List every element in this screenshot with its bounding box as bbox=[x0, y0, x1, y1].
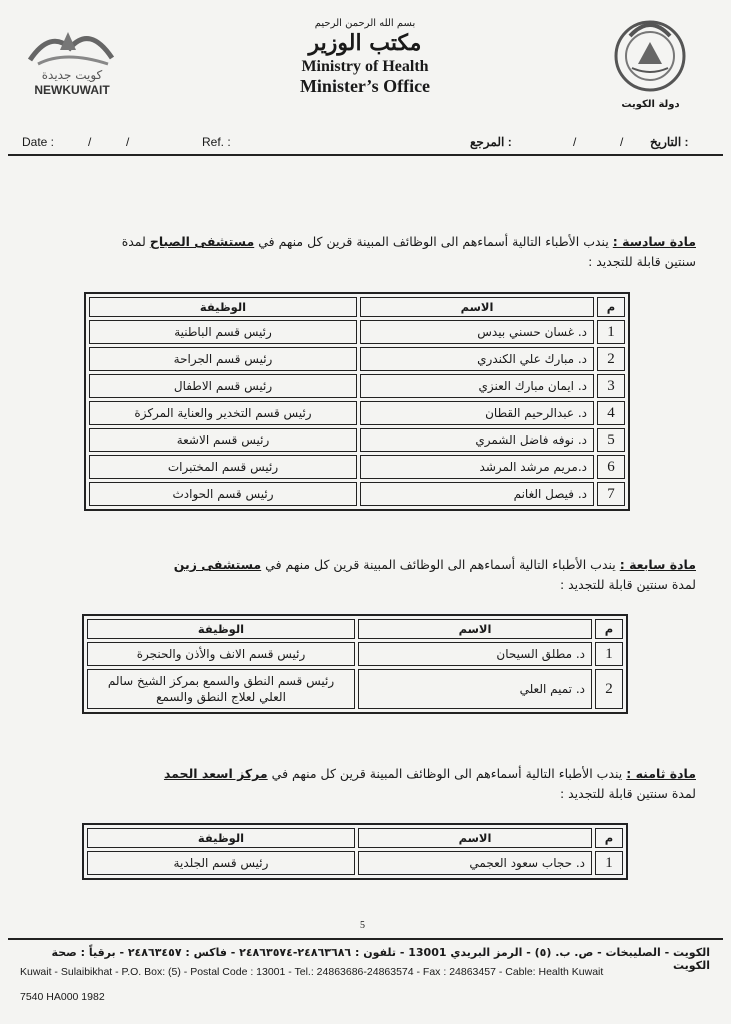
form-code: 7540 HA000 1982 bbox=[20, 991, 105, 1003]
row-job: رئيس قسم الجلدية bbox=[87, 851, 355, 875]
article-6-text bbox=[100, 232, 696, 272]
letterhead-center bbox=[220, 18, 510, 97]
article-title: مادة سابعة : bbox=[619, 557, 696, 572]
row-job: رئيس قسم الجراحة bbox=[89, 347, 357, 371]
col-header-job: الوظيفة bbox=[87, 619, 355, 639]
article-body: يندب الأطباء التالية أسماءهم الى الوظائف المبينة قرين كل منهم في bbox=[265, 557, 616, 572]
table-row bbox=[89, 428, 625, 452]
table-row bbox=[89, 374, 625, 398]
col-header-num: م bbox=[595, 828, 623, 848]
article-title: مادة ثامنه : bbox=[626, 766, 696, 781]
ref-label-arabic: المرجع : bbox=[470, 135, 512, 149]
table-row bbox=[89, 401, 625, 425]
article-body: يندب الأطباء التالية أسماءهم الى الوظائف المبينة قرين كل منهم في bbox=[271, 766, 623, 781]
office-arabic: مكتب الوزير bbox=[308, 30, 422, 56]
article-8-text bbox=[100, 764, 696, 804]
table-header-row bbox=[87, 619, 623, 639]
row-num: 1 bbox=[595, 642, 623, 666]
row-name: د. نوفه فاضل الشمري bbox=[360, 428, 594, 452]
newkuwait-english-text: NEWKUWAIT bbox=[34, 83, 110, 97]
row-num: 4 bbox=[597, 401, 625, 425]
table-row bbox=[89, 482, 625, 506]
ministry-name: Ministry of Health bbox=[301, 58, 429, 75]
article-duration: لمدة سنتين قابلة للتجديد : bbox=[559, 786, 696, 801]
article-duration: لمدة سنتين قابلة للتجديد : bbox=[559, 577, 696, 592]
row-job: رئيس قسم الاشعة bbox=[89, 428, 357, 452]
row-job: رئيس قسم التخدير والعناية المركزة bbox=[89, 401, 357, 425]
row-job: رئيس قسم الباطنية bbox=[89, 320, 357, 344]
row-name: د.مريم مرشد المرشد bbox=[360, 455, 594, 479]
row-job: رئيس قسم المختبرات bbox=[89, 455, 357, 479]
row-num: 6 bbox=[597, 455, 625, 479]
date-slash: / bbox=[573, 135, 577, 149]
row-num: 2 bbox=[597, 347, 625, 371]
col-header-job: الوظيفة bbox=[89, 297, 357, 317]
footer-divider bbox=[8, 938, 723, 940]
row-name: د. مطلق السيحان bbox=[358, 642, 592, 666]
article-place: مستشفى الصباح bbox=[149, 234, 255, 249]
ref-label: Ref. : bbox=[202, 135, 231, 149]
article-7-text bbox=[100, 555, 696, 595]
row-name: د. ايمان مبارك العنزي bbox=[360, 374, 594, 398]
table-row bbox=[89, 455, 625, 479]
row-job: رئيس قسم الحوادث bbox=[89, 482, 357, 506]
date-label: Date : bbox=[22, 135, 55, 149]
table-row bbox=[87, 851, 623, 875]
newkuwait-arabic-text: كويت جديدة bbox=[41, 68, 103, 82]
col-header-job: الوظيفة bbox=[87, 828, 355, 848]
state-of-kuwait-label: دولة الكويت bbox=[621, 99, 680, 110]
col-header-name: الاسم bbox=[358, 828, 592, 848]
col-header-name: الاسم bbox=[358, 619, 592, 639]
row-job: رئيس قسم الانف والأذن والحنجرة bbox=[87, 642, 355, 666]
row-name: د. عبدالرحيم القطان bbox=[360, 401, 594, 425]
row-name: د. مبارك علي الكندري bbox=[360, 347, 594, 371]
table-row bbox=[89, 320, 625, 344]
article-body: يندب الأطباء التالية أسماءهم الى الوظائف المبينة قرين كل منهم في bbox=[258, 234, 609, 249]
row-name: د. فيصل الغانم bbox=[360, 482, 594, 506]
office-name: Minister’s Office bbox=[299, 76, 431, 96]
col-header-num: م bbox=[597, 297, 625, 317]
article-place: مركز اسعد الحمد bbox=[163, 766, 268, 781]
article-duration: لمدة سنتين قابلة للتجديد : bbox=[121, 234, 696, 269]
col-header-num: م bbox=[595, 619, 623, 639]
article-7-table bbox=[82, 614, 628, 714]
row-num: 1 bbox=[597, 320, 625, 344]
date-slash: / bbox=[88, 135, 92, 149]
article-6-table bbox=[84, 292, 630, 511]
row-num: 7 bbox=[597, 482, 625, 506]
article-title: مادة سادسة : bbox=[612, 234, 696, 249]
table-row bbox=[87, 642, 623, 666]
row-job: رئيس قسم النطق والسمع بمركز الشيخ سالم العلي لعلاج النطق والسمع bbox=[87, 669, 355, 709]
row-num: 3 bbox=[597, 374, 625, 398]
row-name: د. تميم العلي bbox=[358, 669, 592, 709]
table-header-row bbox=[87, 828, 623, 848]
table-row bbox=[87, 669, 623, 709]
col-header-name: الاسم bbox=[360, 297, 594, 317]
date-slash: / bbox=[620, 135, 624, 149]
row-num: 2 bbox=[595, 669, 623, 709]
row-job: رئيس قسم الاطفال bbox=[89, 374, 357, 398]
row-name: د. غسان حسني بيدس bbox=[360, 320, 594, 344]
footer-address-english: Kuwait - Sulaibikhat - P.O. Box: (5) - Postal Code : 13001 - Tel.: 24863686-24863574 - Fax : 24863457 - Cable: Health Kuwait bbox=[20, 966, 604, 978]
table-header-row bbox=[89, 297, 625, 317]
basmala: بسم الله الرحمن الرحيم bbox=[314, 18, 416, 29]
article-8-table bbox=[82, 823, 628, 880]
row-num: 5 bbox=[597, 428, 625, 452]
footer-address-arabic: الكويت - الصليبخات - ص. ب. (٥) - الرمز البريدي 13001 - تلفون : ٢٤٨٦٣٦٨٦-٢٤٨٦٣٥٧٤ - فاكس : ٢٤٨٦٣٤٥٧ - برقياً : صحة الكويت bbox=[51, 946, 710, 972]
row-name: د. حجاب سعود العجمي bbox=[358, 851, 592, 875]
page-number: 5 bbox=[360, 920, 365, 931]
article-place: مستشفى زين bbox=[173, 557, 262, 572]
row-num: 1 bbox=[595, 851, 623, 875]
date-label-arabic: التاريخ : bbox=[650, 135, 689, 149]
header-divider bbox=[8, 154, 723, 156]
table-row bbox=[89, 347, 625, 371]
date-slash: / bbox=[126, 135, 130, 149]
